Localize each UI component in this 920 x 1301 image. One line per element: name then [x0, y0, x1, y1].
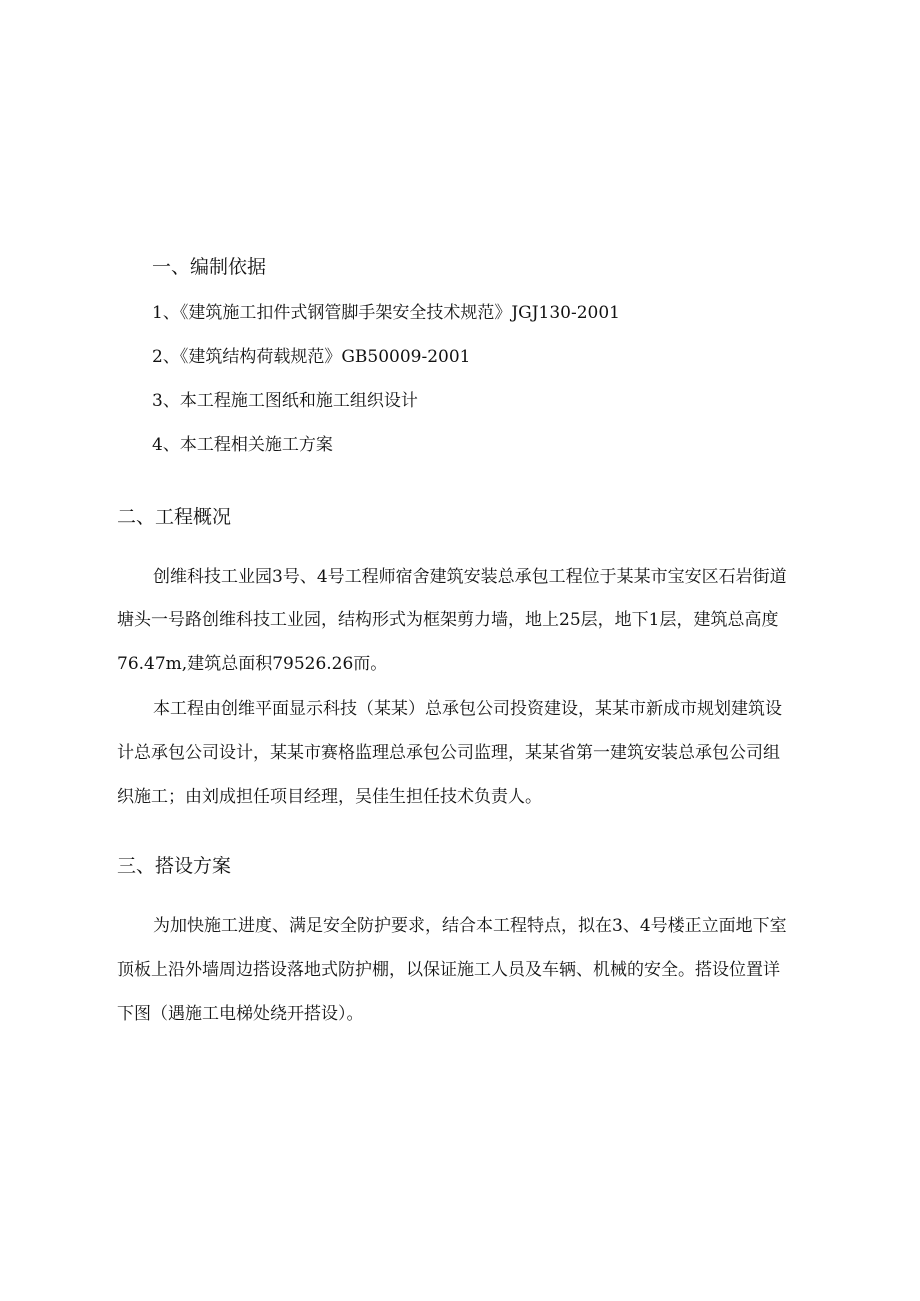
basis-item-2: 2、《建筑结构荷载规范》GB50009-2001	[152, 347, 471, 367]
basis-item-4: 4、本工程相关施工方案	[152, 435, 333, 455]
section-heading-overview: 二、工程概况	[117, 506, 232, 528]
overview-p2-line-3: 织施工；由刘成担任项目经理，吴佳生担任技术负责人。	[117, 787, 542, 807]
overview-p1-line-1: 创维科技工业园3号、4号工程师宿舍建筑安装总承包工程位于某某市宝安区石岩街道	[153, 567, 787, 587]
basis-item-3: 3、本工程施工图纸和施工组织设计	[152, 391, 418, 411]
overview-p1-line-3: 76.47m,建筑总面积79526.26而。	[117, 654, 388, 674]
section-heading-basis: 一、编制依据	[152, 256, 267, 278]
section-heading-scheme: 三、搭设方案	[117, 855, 232, 877]
overview-p2-line-1: 本工程由创维平面显示科技（某某）总承包公司投资建设，某某市新成市规划建筑设	[153, 699, 782, 719]
scheme-p1-line-2: 顶板上沿外墙周边搭设落地式防护棚，以保证施工人员及车辆、机械的安全。搭设位置详	[117, 960, 780, 980]
scheme-p1-line-3: 下图（遇施工电梯处绕开搭设）。	[117, 1004, 364, 1024]
basis-item-1: 1、《建筑施工扣件式钢管脚手架安全技术规范》JGJ130-2001	[152, 303, 620, 323]
overview-p2-line-2: 计总承包公司设计，某某市赛格监理总承包公司监理，某某省第一建筑安装总承包公司组	[117, 743, 780, 763]
overview-p1-line-2: 塘头一号路创维科技工业园，结构形式为框架剪力墙，地上25层，地下1层，建筑总高度	[117, 610, 779, 630]
scheme-p1-line-1: 为加快施工进度、满足安全防护要求，结合本工程特点，拟在3、4号楼正立面地下室	[153, 916, 787, 936]
